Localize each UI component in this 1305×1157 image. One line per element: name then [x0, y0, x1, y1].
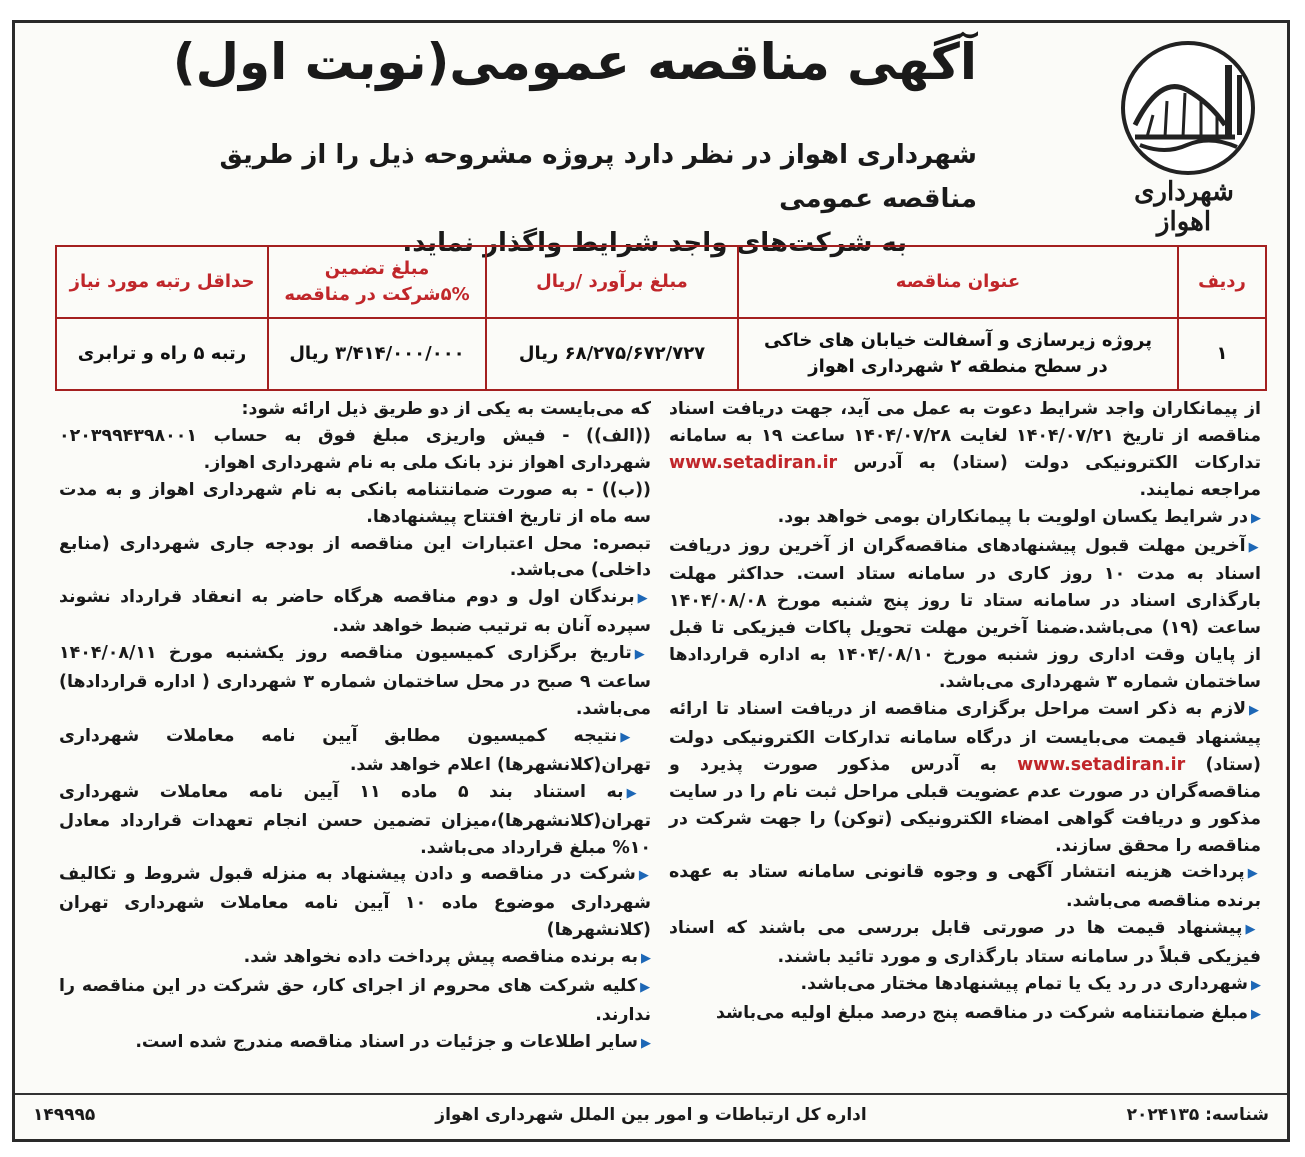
issuing-office: اداره کل ارتباطات و امور بین الملل شهرداری اهواز — [435, 1105, 867, 1125]
list-item — [59, 779, 651, 862]
item-text: سایر اطلاعات و جزئیات در اسناد مناقصه مندرج شده است. — [135, 1031, 638, 1052]
item-text: کلیه شرکت های محروم از اجرای کار، حق شرکت در این مناقصه را ندارند. — [59, 976, 651, 1025]
list-item — [59, 723, 651, 779]
list-item — [59, 973, 651, 1029]
intro-end: مراجعه نمایند. — [1139, 479, 1261, 500]
item-text: در شرایط یکسان اولویت با پیمانکاران بومی خواهد بود. — [777, 506, 1248, 527]
bullet-icon: ▶ — [641, 951, 651, 967]
bullet-icon: ▶ — [620, 729, 651, 745]
list-item — [59, 584, 651, 640]
notice-header — [15, 23, 1287, 258]
list-item — [669, 971, 1261, 1000]
bullet-icon: ▶ — [1251, 978, 1261, 994]
table-header-row — [56, 246, 1266, 318]
item-text: نتیجه کمیسیون مطابق آیین نامه معاملات شهرداری تهران(کلانشهرها) اعلام خواهد شد. — [59, 725, 651, 775]
intro-text: از پیمانکاران واجد شرایط دعوت به عمل می آید، جهت دریافت اسناد مناقصه از تاریخ ۱۴۰۴/۰۷/۲۱ لغایت ۱۴۰۴/۰۷/۲۸ ساعت ۱۹ به سامانه تدارکات الکترونیکی دولت (ستاد) به آدرس — [669, 399, 1261, 473]
item-text: برندگان اول و دوم مناقصه هرگاه حاضر به انعقاد قرارداد نشوند سپرده آنان به ترتیب ضبط خواهد شد. — [59, 587, 651, 637]
list-item — [59, 1029, 651, 1058]
bullet-icon: ▶ — [1245, 922, 1261, 938]
bullet-icon: ▶ — [638, 868, 652, 884]
logo-text: شهرداری اهواز — [1134, 177, 1234, 237]
cell-guarantee: ۳/۴۱۴/۰۰۰/۰۰۰ ریال — [268, 318, 486, 390]
item-text: پرداخت هزینه انتشار آگهی و وجوه قانونی سامانه ستاد به عهده برنده مناقصه می‌باشد. — [669, 862, 1261, 912]
header-tender-title: عنوان مناقصه — [738, 246, 1178, 318]
bullet-icon: ▶ — [637, 591, 652, 607]
item-text-end: به آدرس مذکور صورت پذیرد و مناقصه‌گران در صورت عدم عضویت قبلی مراحل ثبت نام را در سایت مذکور و دریافت گواهی امضاء الکترونیکی (توکن) را جهت شرکت در مناقصه را محقق سازند. — [669, 754, 1261, 856]
cell-tender-title-line-2: در سطح منطقه ۲ شهرداری اهواز — [808, 356, 1108, 377]
subtitle-line-2: به شرکت‌های واجد شرایط واگذار نماید. — [402, 228, 907, 258]
list-item — [669, 504, 1261, 533]
list-item — [669, 859, 1261, 915]
item-text: پیشنهاد قیمت ها در صورتی قابل بررسی می باشند که اسناد فیزیکی قبلاً در سامانه ستاد بارگذاری و مورد تائید باشند. — [669, 918, 1261, 968]
item-text: شرکت در مناقصه و دادن پیشنهاد به منزله قبول شروط و تکالیف شهرداری موضوع ماده ۱۰ آیین نامه معاملات شهرداری تهران (کلانشهرها) — [59, 864, 651, 941]
bullet-icon: ▶ — [1251, 510, 1261, 526]
list-item — [669, 696, 1261, 859]
header-guarantee — [268, 246, 486, 318]
setad-link-2[interactable]: www.setadiran.ir — [1017, 754, 1186, 775]
item-text: تاریخ برگزاری کمیسیون مناقصه روز یکشنبه مورخ ۱۴۰۴/۰۸/۱۱ ساعت ۹ صبح در محل ساختمان شماره ۳ شهرداری ( اداره قراردادها) می‌باشد. — [59, 643, 652, 719]
note-budget: تبصره: محل اعتبارات این مناقصه از بودجه جاری شهرداری (منابع داخلی) می‌باشد. — [59, 533, 651, 581]
bullet-icon: ▶ — [1248, 539, 1261, 555]
header-row-number: ردیف — [1178, 246, 1266, 318]
cell-row-number: ۱ — [1178, 318, 1266, 390]
cell-estimate: ۶۸/۲۷۵/۶۷۲/۷۲۷ ریال — [486, 318, 738, 390]
list-item — [669, 1000, 1261, 1029]
item-text: شهرداری در رد یک یا تمام پیشنهادها مختار می‌باشد. — [800, 974, 1248, 995]
item-text: لازم به ذکر است مراحل برگزاری مناقصه از دریافت اسناد تا ارائه پیشنهاد قیمت می‌بایست از درگاه سامانه تدارکات الکترونیکی دولت (ستاد) — [669, 698, 1261, 775]
notice-id: شناسه: ۲۰۲۴۱۳۵ — [1126, 1105, 1269, 1125]
notice-body — [59, 396, 1261, 1076]
notice-code: ۱۴۹۹۹۵ — [33, 1105, 96, 1125]
cell-tender-title-line-1: پروژه زیرسازی و آسفالت خیابان های خاکی — [763, 330, 1153, 351]
bullet-icon: ▶ — [640, 980, 651, 996]
header-guarantee-line-1: مبلغ تضمین — [324, 258, 430, 279]
guarantee-methods-intro: که می‌بایست به یکی از دو طریق ذیل ارائه شود: — [241, 399, 651, 419]
list-item — [669, 533, 1261, 696]
tender-table — [55, 245, 1267, 391]
bullet-icon: ▶ — [626, 785, 651, 801]
setad-link-1[interactable]: www.setadiran.ir — [669, 452, 838, 473]
header-estimate: مبلغ برآورد /ریال — [486, 246, 738, 318]
left-column — [59, 396, 651, 1058]
bullet-icon: ▶ — [634, 647, 652, 663]
bridge-emblem-icon — [1121, 41, 1255, 175]
header-min-grade: حداقل رتبه مورد نیاز — [56, 246, 268, 318]
table-row — [56, 318, 1266, 390]
bullet-icon: ▶ — [1249, 702, 1262, 718]
item-text: مبلغ ضمانتنامه شرکت در مناقصه پنج درصد مبلغ اولیه می‌باشد — [715, 1002, 1248, 1023]
method-a: ((الف)) - فیش واریزی مبلغ فوق به حساب ۰۲۰۳۹۹۴۳۹۸۰۰۱ شهرداری اهواز نزد بانک ملی به نام شهرداری اهواز. — [59, 425, 651, 473]
notice-footer — [15, 1093, 1287, 1139]
list-item — [59, 861, 651, 944]
header-guarantee-line-2: ۵%شرکت در مناقصه — [284, 284, 470, 305]
bullet-icon: ▶ — [641, 1035, 651, 1051]
bullet-icon: ▶ — [1251, 1006, 1261, 1022]
cell-tender-title — [738, 318, 1178, 390]
list-item — [59, 944, 651, 973]
list-item — [59, 640, 651, 723]
item-text: آخرین مهلت قبول پیشنهادهای مناقصه‌گران از آخرین روز دریافت اسناد به مدت ۱۰ روز کاری در سامانه ستاد است. حداکثر مهلت بارگذاری اسناد در سامانه ستاد تا روز پنج شنبه مورخ ۱۴۰۴/۰۸/۰۸ ساعت (۱۹) می‌باشد.ضمنا آخرین مهلت تحویل پاکات فیزیکی تا قبل از پایان وقت اداری روز شنبه مورخ ۱۴۰۴/۰۸/۱۰ به اداره قراردادها ساختمان شماره ۳ شهرداری می‌باشد. — [669, 535, 1261, 693]
intro-paragraph — [669, 396, 1261, 504]
item-text: به برنده مناقصه پیش پرداخت داده نخواهد شد. — [243, 947, 638, 968]
notice-title: آگهی مناقصه عمومی(نوبت اول) — [172, 33, 977, 91]
method-b: ((ب)) - به صورت ضمانتنامه بانکی به نام شهرداری اهواز و به مدت سه ماه از تاریخ افتتاح پیشنهادها. — [59, 479, 651, 527]
municipality-logo — [1113, 37, 1263, 237]
list-item — [669, 915, 1261, 971]
notice-frame — [12, 20, 1290, 1142]
subtitle-line-1: شهرداری اهواز در نظر دارد پروژه مشروحه ذیل را از طریق مناقصه عمومی — [219, 140, 977, 214]
item-text: به استناد بند ۵ ماده ۱۱ آیین نامه معاملات شهرداری تهران(کلانشهرها)،میزان تضمین حسن انجام تعهدات قرارداد معادل ۱۰% مبلغ قرارداد می‌باشد. — [59, 781, 651, 858]
right-column — [669, 396, 1261, 1029]
cell-min-grade: رتبه ۵ راه و ترابری — [56, 318, 268, 390]
bullet-icon: ▶ — [1247, 866, 1261, 882]
